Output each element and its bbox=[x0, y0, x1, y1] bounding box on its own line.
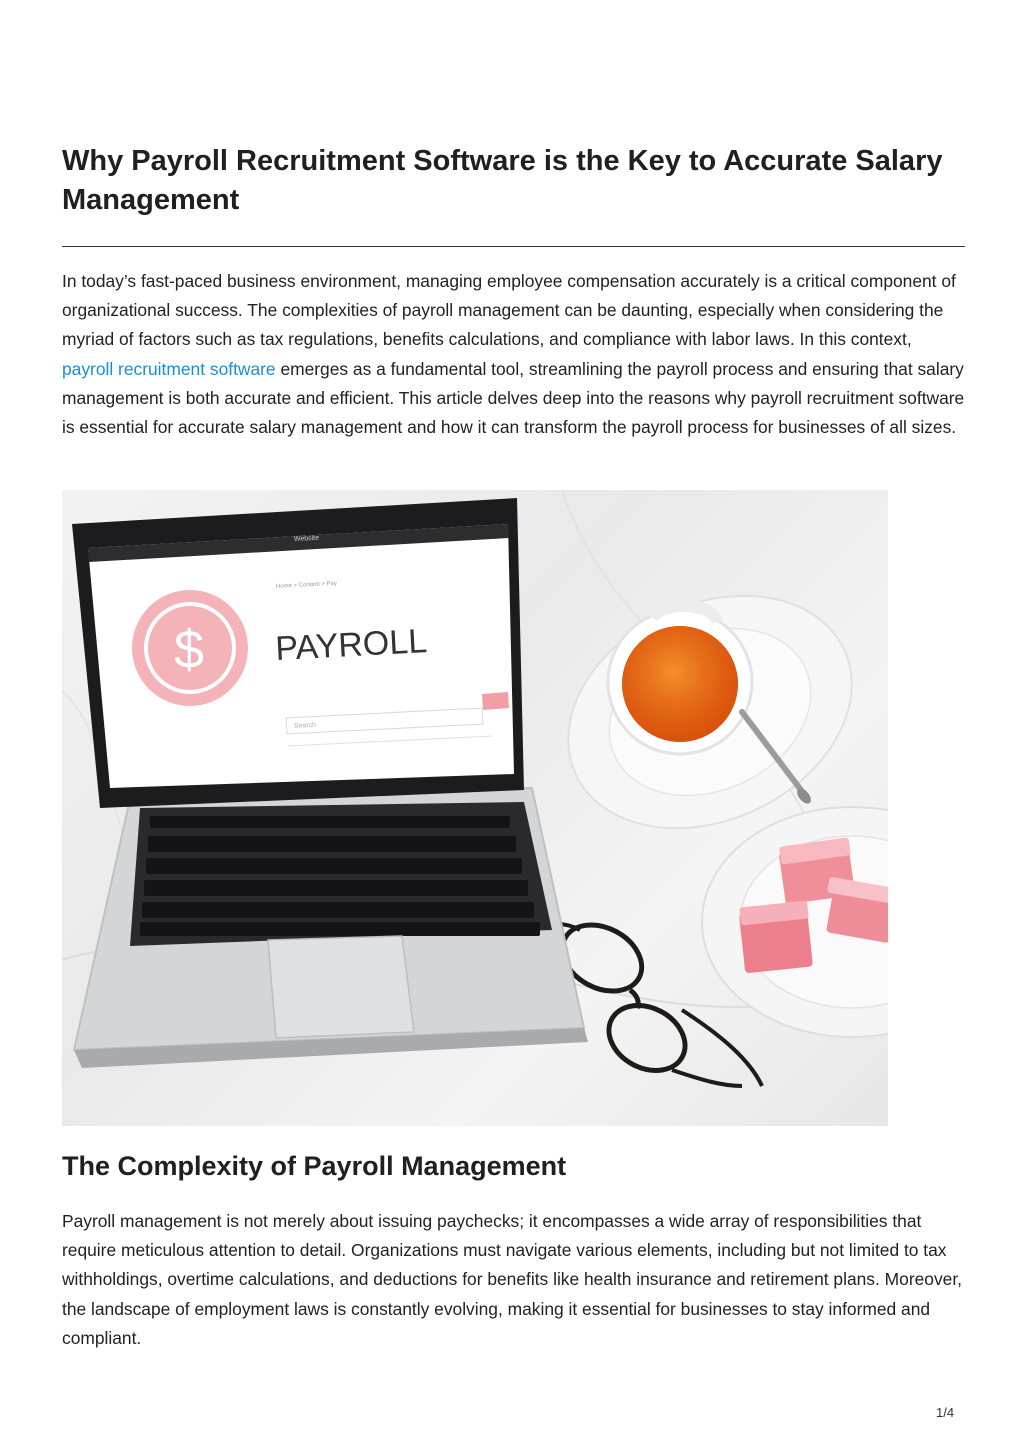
dessert-plate bbox=[702, 807, 888, 1037]
screen-breadcrumb: Home > Content > Pay bbox=[275, 580, 338, 590]
laptop-payroll-photo bbox=[62, 490, 888, 1126]
intro-text-start: In today’s fast-paced business environment, managing employee compensation accurately is a critical component of organizational success. The complexities of payroll management can be daunting, especially when considering the myriad of factors such as tax regulations, benefits calculations, and compliance with labor laws. In this context, bbox=[62, 271, 956, 350]
dollar-sign-icon: $ bbox=[174, 620, 205, 680]
page-number: 1/4 bbox=[936, 1405, 955, 1420]
intro-paragraph bbox=[62, 267, 967, 442]
screen-search-placeholder: Search bbox=[293, 721, 317, 730]
laptop bbox=[74, 788, 588, 1068]
section-heading: The Complexity of Payroll Management bbox=[62, 1151, 567, 1181]
screen-payroll-heading: PAYROLL bbox=[274, 622, 429, 668]
screen-window-title: Website bbox=[293, 534, 320, 543]
laptop-screen bbox=[72, 498, 524, 808]
section-paragraph: Payroll management is not merely about issuing paychecks; it encompasses a wide array of responsibilities that require meticulous attention to detail. Organizations must navigate various elements, including but not limited to tax withholdings, overtime calculations, and deductions for benefits like health insurance and retirement plans. Moreover, the landscape of employment laws is constantly evolving, making it essential for businesses to stay informed and compliant. bbox=[62, 1211, 962, 1348]
title-divider bbox=[62, 246, 965, 247]
intro-text-end: emerges as a fundamental tool, streamlining the payroll process and ensuring that salary management is both accurate and efficient. This article delves deep into the reasons why payroll recruitment software is essential for accurate salary management and how it can transform the payroll process for businesses of all sizes. bbox=[62, 358, 965, 438]
payroll-software-link[interactable]: payroll recruitment software bbox=[62, 358, 276, 379]
article-title: Why Payroll Recruitment Software is the Key to Accurate Salary Management bbox=[62, 145, 943, 216]
